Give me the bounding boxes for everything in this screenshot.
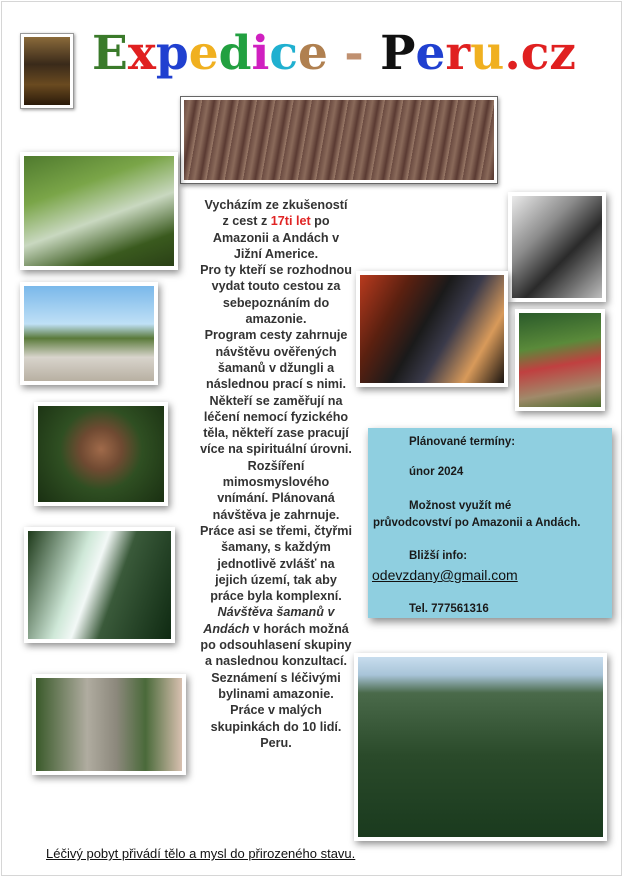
contact-label: Bližší info:: [409, 550, 468, 562]
terms-label: Plánované termíny:: [409, 436, 516, 448]
shaman-portrait-photo: [34, 402, 168, 506]
waterfall-photo: [24, 527, 175, 643]
title-letter: x: [127, 26, 156, 81]
title-letter: -: [327, 26, 381, 81]
title-letter: r: [445, 26, 471, 81]
description-intro-end: po Amazonii a Andách v Jižní Americe.: [212, 214, 340, 261]
jungle-people-photo: [20, 152, 178, 270]
shaman-logo-photo: [20, 33, 74, 109]
title-letter: d: [218, 26, 252, 81]
description-audience: Pro ty kteří se rozhodnou vydat touto cestou za sebepoznáním do amazonie.: [200, 263, 352, 327]
phone-number: Tel. 777561316: [409, 603, 489, 615]
planned-date: únor 2024: [409, 466, 464, 478]
ceremony-group-photo: [356, 271, 508, 387]
title-letter: e: [188, 26, 219, 81]
title-letter: e: [415, 26, 446, 81]
tree-bark-photo: [32, 674, 186, 775]
description-program: Program cesty zahrnuje návštěvu ověřených šamanů v džungli a následnou prací s nimi. Někteří se zaměřují na léčení nemocí fyzického těla, někteří zase pracují více na spirituální úrovni.: [200, 328, 352, 457]
description-details-end: v horách možná po odsouhlasení skupiny a naslednou konzultací. Seznámení s léčivými bylinami amazonie. Práce v malých skupinkách do 10 lidí. Peru.: [200, 621, 352, 750]
andes-visit-italic: Návštěva šamanů v Andách: [203, 605, 335, 636]
title-letter: e: [298, 26, 328, 81]
guide-text-1: Možnost využít mé: [409, 500, 512, 512]
page-title: [92, 26, 576, 86]
rainforest-aerial-photo: [354, 653, 607, 841]
woman-crafting-photo: [515, 309, 605, 411]
title-letter: E: [92, 26, 128, 81]
footer-slogan: Léčivý pobyt přivádí tělo a mysl do přirozeného stavu.: [46, 846, 356, 861]
description-details: Rozšíření mimosmyslového vnímání. Plánovaná návštěva je zahrnuje. Práce asi se třemi, čtyřmi šamany, s každým jednotlivě zvlášť na jejich území, tak aby práce byla komplexní.: [200, 458, 352, 604]
village-huts-photo: [20, 282, 158, 385]
title-letter: .cz: [504, 26, 576, 81]
bw-jungle-photo: [508, 192, 606, 302]
description-text: [200, 197, 352, 751]
petroglyph-banner-photo: [180, 96, 498, 184]
info-box: [368, 428, 612, 618]
title-letter: p: [155, 26, 189, 81]
description-intro: Vycházím ze zkušeností z cest z: [204, 198, 348, 229]
title-letter: P: [380, 26, 416, 81]
title-letter: i: [251, 26, 270, 81]
title-letter: c: [269, 26, 298, 81]
email-link[interactable]: odevzdany@gmail.com: [372, 567, 518, 583]
title-letter: u: [470, 26, 505, 81]
guide-text-2: průvodcovství po Amazonii a Andách.: [373, 517, 581, 529]
years-highlight: 17ti let: [270, 214, 311, 229]
